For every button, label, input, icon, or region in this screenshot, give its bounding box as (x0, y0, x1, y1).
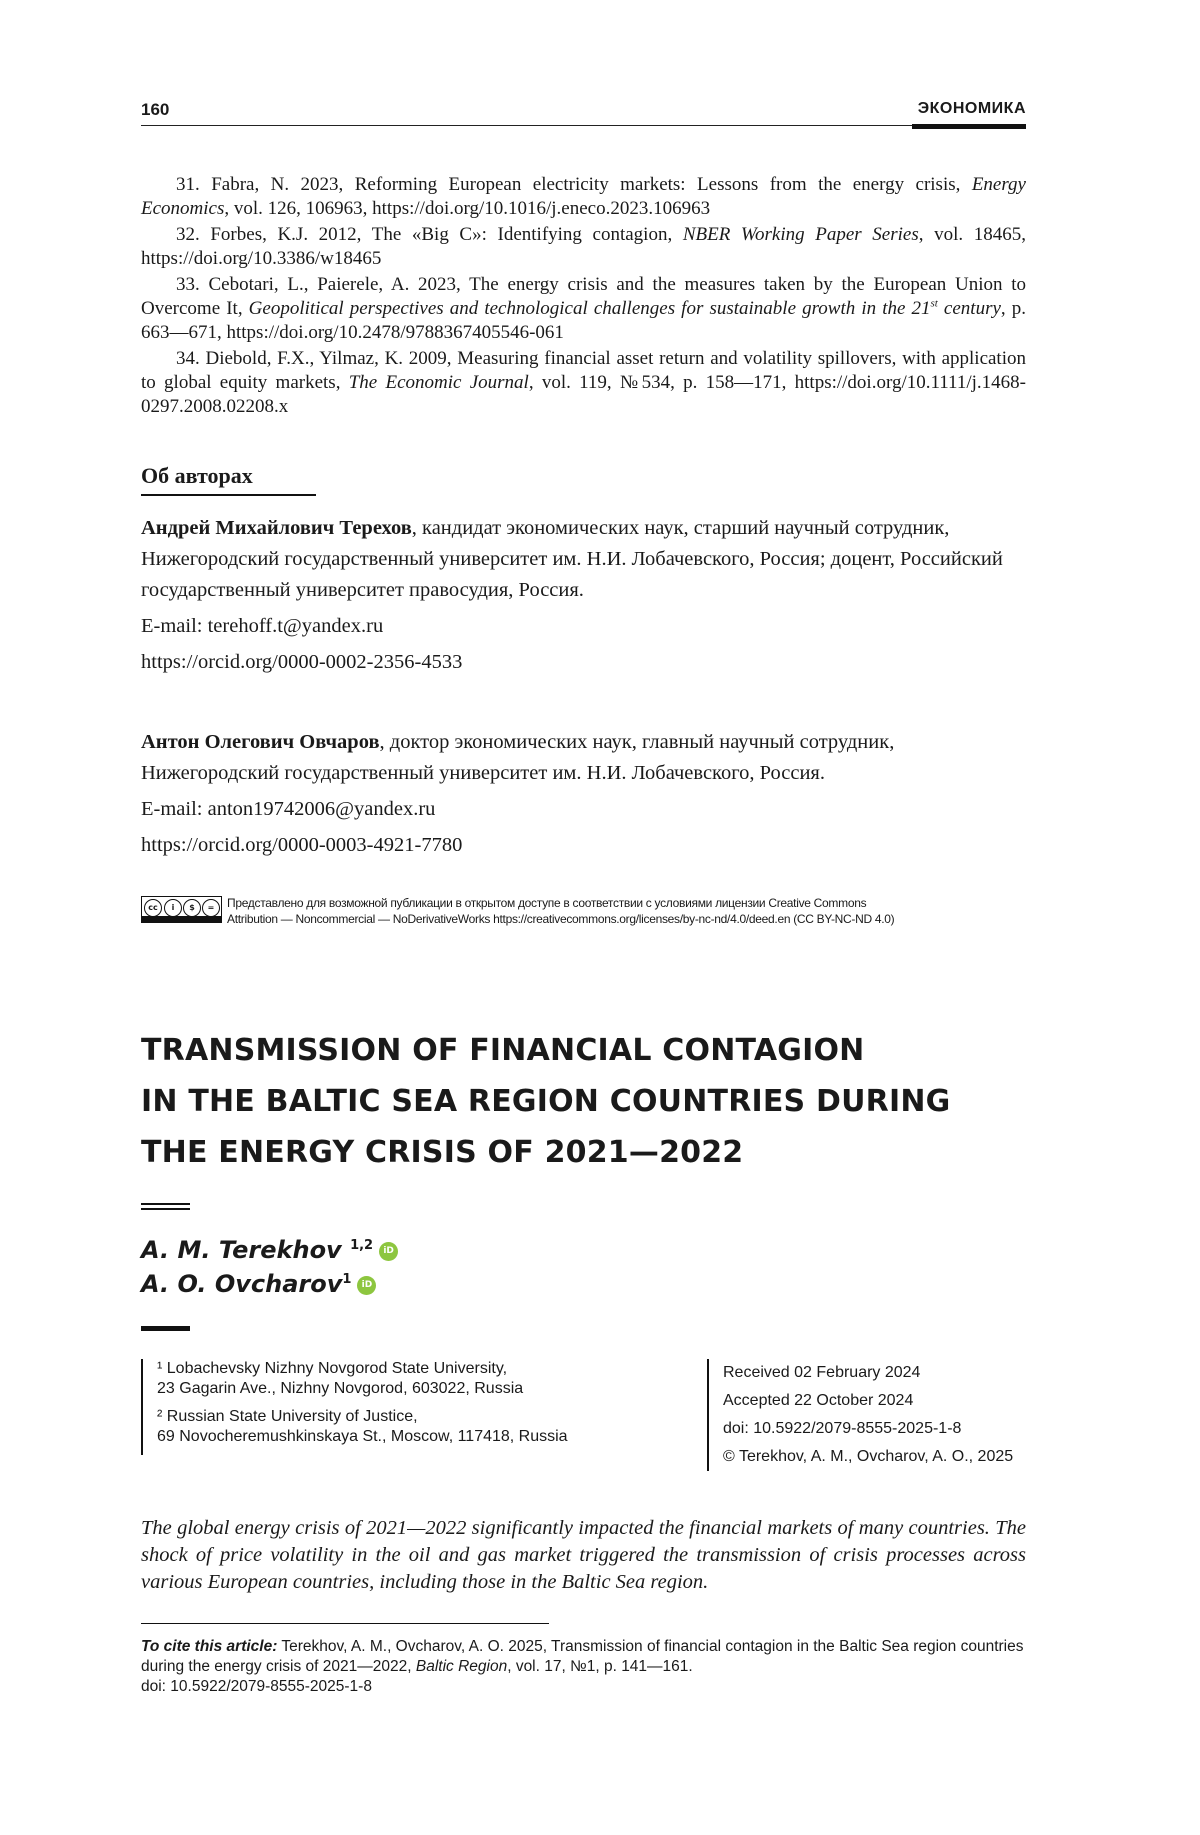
authors-divider (141, 1326, 190, 1331)
author-name: Андрей Михайлович Терехов (141, 517, 412, 539)
reference-journal: Geopolitical perspectives and technological challenges for sustainable growth in the 21st century (248, 297, 1001, 319)
page-number: 160 (141, 100, 170, 119)
abstract: The global energy crisis of 2021—2022 significantly impacted the financial markets of many countries. The shock of price volatility in the oil and gas market triggered the transmission of crisis processes across various European countries, including those in the Baltic Sea region. (141, 1517, 1026, 1593)
title-divider (141, 1203, 190, 1205)
reference-journal: The Economic Journal (348, 372, 529, 393)
article-title (141, 1025, 1041, 1178)
author-orcid-link[interactable]: https://orcid.org/0000-0003-4921-7780 (141, 834, 463, 856)
header-rule-accent (912, 124, 1026, 129)
reference-list (141, 173, 1026, 421)
copyright: © Terekhov, A. M., Ovcharov, A. O., 2025 (723, 1448, 1014, 1465)
author-email: E-mail: anton19742006@yandex.ru (141, 798, 436, 820)
affiliation: ¹ Lobachevsky Nizhny Novgorod State University, 23 Gagarin Ave., Nizhny Novgorod, 603022, Russia (157, 1360, 524, 1397)
reference-journal: Energy Economics (141, 174, 1026, 219)
reference-journal: NBER Working Paper Series (682, 224, 919, 245)
about-authors-heading: Об авторах (141, 463, 253, 488)
article-doi[interactable]: doi: 10.5922/2079-8555-2025-1-8 (723, 1420, 962, 1437)
section-name: ЭКОНОМИКА (917, 100, 1026, 117)
about-heading-underline (141, 494, 316, 496)
orcid-icon[interactable]: iD (357, 1276, 376, 1295)
accepted-date: Accepted 22 October 2024 (723, 1392, 914, 1409)
title-line: IN THE BALTIC SEA REGION COUNTRIES DURING (141, 1084, 951, 1119)
license-text: Представлено для возможной публикации в открытом доступе в соответствии с условиями лицензии Creative Commons Attribution — Noncommercial — NoDerivativeWorks https://creativecommons.org/licenses/by-nc-nd/4.0/deed.en (CC BY-NC-ND 4.0) (227, 896, 895, 926)
nc-icon: $ (183, 899, 201, 917)
author-description: , доктор экономических наук, главный научный сотрудник, Нижегородский государственный университет им. Н.И. Лобачевского, Россия. (141, 731, 895, 784)
by-icon: i (164, 899, 182, 917)
cc-icon: cc (144, 899, 162, 917)
citation-journal: Baltic Region (415, 1658, 508, 1675)
article-author: A. O. Ovcharov$^1$ iD (141, 1270, 376, 1298)
article-author: A. M. Terekhov $^{1,2}$ iD (141, 1236, 398, 1264)
author-bio (141, 513, 1031, 678)
reference-item: 31. Fabra, N. 2023, Reforming European electricity markets: Lessons from the energy crisis, Energy Economics, vol. 126, 106963, https://doi.org/10.1016/j.eneco.2023.106963 (141, 174, 1026, 219)
received-date: Received 02 February 2024 (723, 1364, 921, 1381)
title-line: THE ENERGY CRISIS OF 2021—2022 (141, 1135, 744, 1170)
citation-rule (141, 1623, 549, 1624)
author-orcid-link[interactable]: https://orcid.org/0000-0002-2356-4533 (141, 651, 463, 673)
cc-badge-bar (142, 916, 221, 922)
author-bio (141, 727, 1031, 861)
author-name: Антон Олегович Овчаров (141, 731, 380, 753)
reference-item: 32. Forbes, K.J. 2012, The «Big C»: Identifying contagion, NBER Working Paper Series, vol. 18465, https://doi.org/10.3386/w18465 (141, 224, 1026, 269)
citation-block: To cite this article: Terekhov, A. M., Ovcharov, A. O. 2025, Transmission of financial contagion in the Baltic Sea region countries during the energy crisis of 2021—2022, Baltic Region, vol. 17, №1, p. 141—161. doi: 10.5922/2079-8555-2025-1-8 (141, 1638, 1024, 1695)
author-description: , кандидат экономических наук, старший научный сотрудник, Нижегородский государственный университет им. Н.И. Лобачевского, Россия; доцент, Российский государственный университет правосудия, Россия. (141, 517, 1003, 601)
title-line: TRANSMISSION OF FINANCIAL CONTAGION (141, 1033, 865, 1068)
article-dates (707, 1359, 1053, 1471)
reference-item: 33. Cebotari, L., Paierele, A. 2023, The energy crisis and the measures taken by the European Union to Overcome It, Geopolitical perspectives and technological challenges for sustainable growth in the 21st century, p. 663—671, https://doi.org/10.2478/9788367405546-061 (141, 274, 1027, 343)
cc-license-badge[interactable] (141, 896, 222, 923)
orcid-icon[interactable]: iD (379, 1242, 398, 1261)
header-rule (141, 125, 1026, 126)
author-email: E-mail: terehoff.t@yandex.ru (141, 615, 384, 637)
title-divider (141, 1208, 190, 1210)
nd-icon: = (202, 899, 220, 917)
reference-item: 34. Diebold, F.X., Yilmaz, K. 2009, Measuring financial asset return and volatility spillovers, with application to global equity markets, The Economic Journal, vol. 119, №534, p. 158—171, https://doi.org/10.1111/j.1468-0297.2008.02208.x (141, 348, 1026, 417)
citation-label: To cite this article: (141, 1638, 278, 1655)
affiliations (141, 1359, 717, 1455)
affiliation: ² Russian State University of Justice, 69 Novocheremushkinskaya St., Moscow, 117418, Russia (157, 1408, 568, 1445)
citation-doi[interactable]: doi: 10.5922/2079-8555-2025-1-8 (141, 1678, 372, 1695)
